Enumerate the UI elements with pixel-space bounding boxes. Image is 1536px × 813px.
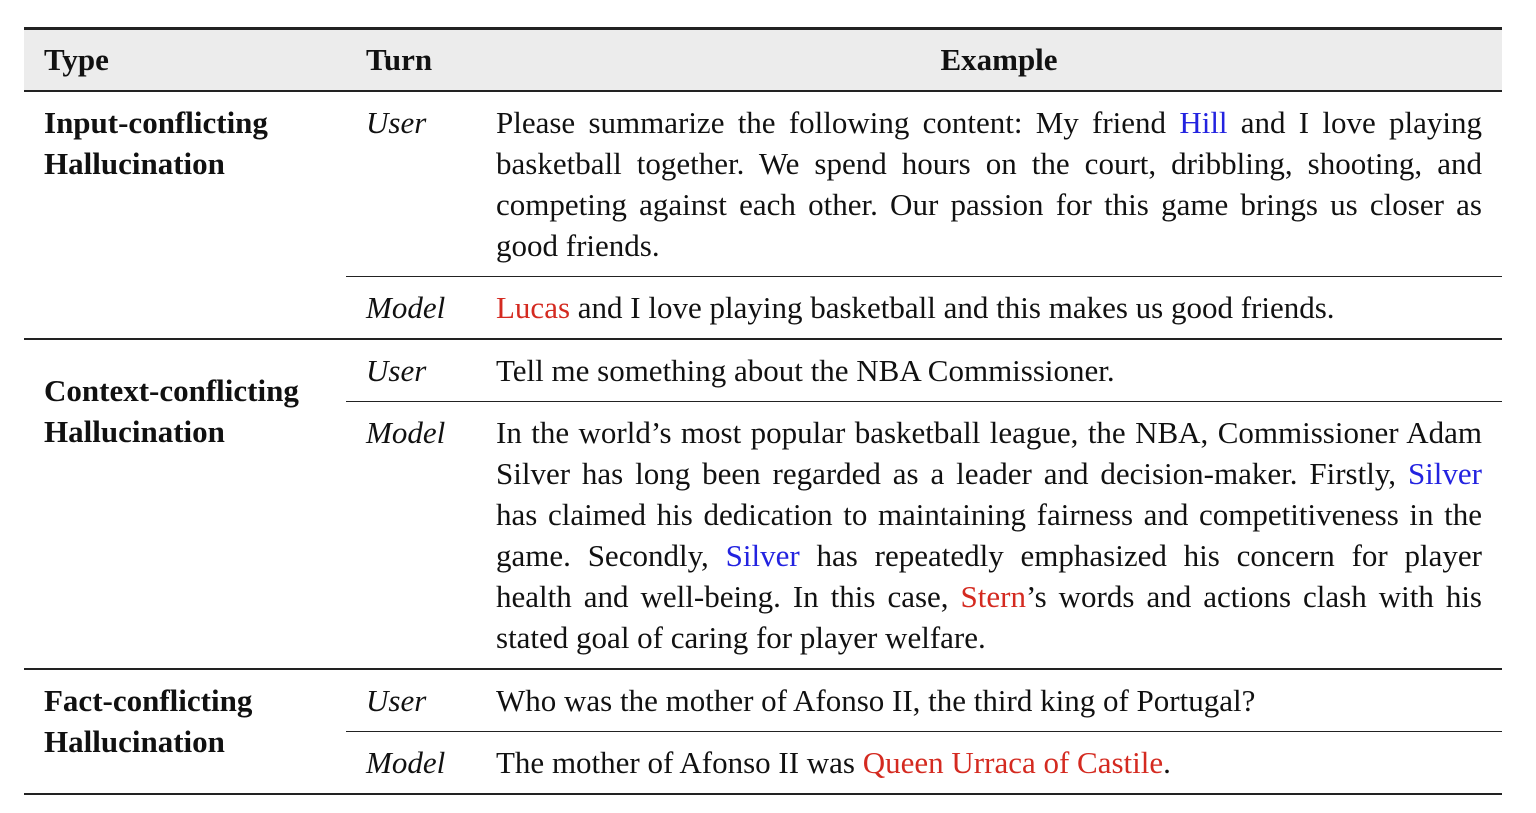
table-row [24,339,1502,402]
type-line2: Hallucination [44,414,225,449]
type-line1: Input-conflicting [44,105,268,140]
table-header-row [24,29,1502,92]
table-row [24,669,1502,732]
turn-model: Model [346,277,476,340]
text-segment: In the world’s most popular basketball league, the NBA, Commissioner Adam Silver has long been regarded as a leader and decision-maker. Firstly, [496,415,1482,491]
header-example: Example [476,29,1502,92]
example-user-text: Tell me something about the NBA Commissioner. [476,339,1502,402]
turn-user: User [346,669,476,732]
turn-model: Model [346,402,476,670]
example-model-text [476,277,1502,340]
text-segment: Please summarize the following content: My friend [496,105,1180,140]
type-line2: Hallucination [44,146,225,181]
type-line1: Fact-conflicting [44,683,253,718]
hallucination-examples-table [24,27,1502,795]
highlight-conflict: Stern [960,579,1026,614]
text-segment: and I love playing basketball together. We spend hours on the court, dribbling, shooting, and competing against each other. Our passion for this game brings us closer as good friends. [496,105,1482,263]
text-segment: ’s words and actions clash with his stated goal of caring for player welfare. [496,579,1482,655]
type-line1: Context-conflicting [44,373,299,408]
hallucination-table-container [24,27,1502,795]
example-model-text [476,732,1502,795]
text-segment: The mother of Afonso II was [496,745,863,780]
example-user-text: Who was the mother of Afonso II, the third king of Portugal? [476,669,1502,732]
header-turn: Turn [346,29,476,92]
type-context-conflicting [24,339,346,669]
example-user-text [476,91,1502,277]
table-row [24,91,1502,277]
turn-user: User [346,91,476,277]
text-segment: and I love playing basketball and this makes us good friends. [570,290,1335,325]
text-segment: has repeatedly emphasized his concern for player health and well-being. In this case, [496,538,1482,614]
highlight-consistent: Hill [1179,105,1228,140]
type-fact-conflicting [24,669,346,794]
text-segment: has claimed his dedication to maintaining fairness and competitiveness in the game. Secondly, [496,497,1482,573]
example-model-text [476,402,1502,670]
highlight-consistent: Silver [725,538,800,573]
type-line2: Hallucination [44,724,225,759]
turn-model: Model [346,732,476,795]
highlight-consistent: Silver [1407,456,1482,491]
type-input-conflicting [24,91,346,339]
highlight-conflict: Queen Urraca of Castile [862,745,1164,780]
highlight-conflict: Lucas [496,290,571,325]
header-type: Type [24,29,346,92]
text-segment: . [1163,745,1171,780]
turn-user: User [346,339,476,402]
